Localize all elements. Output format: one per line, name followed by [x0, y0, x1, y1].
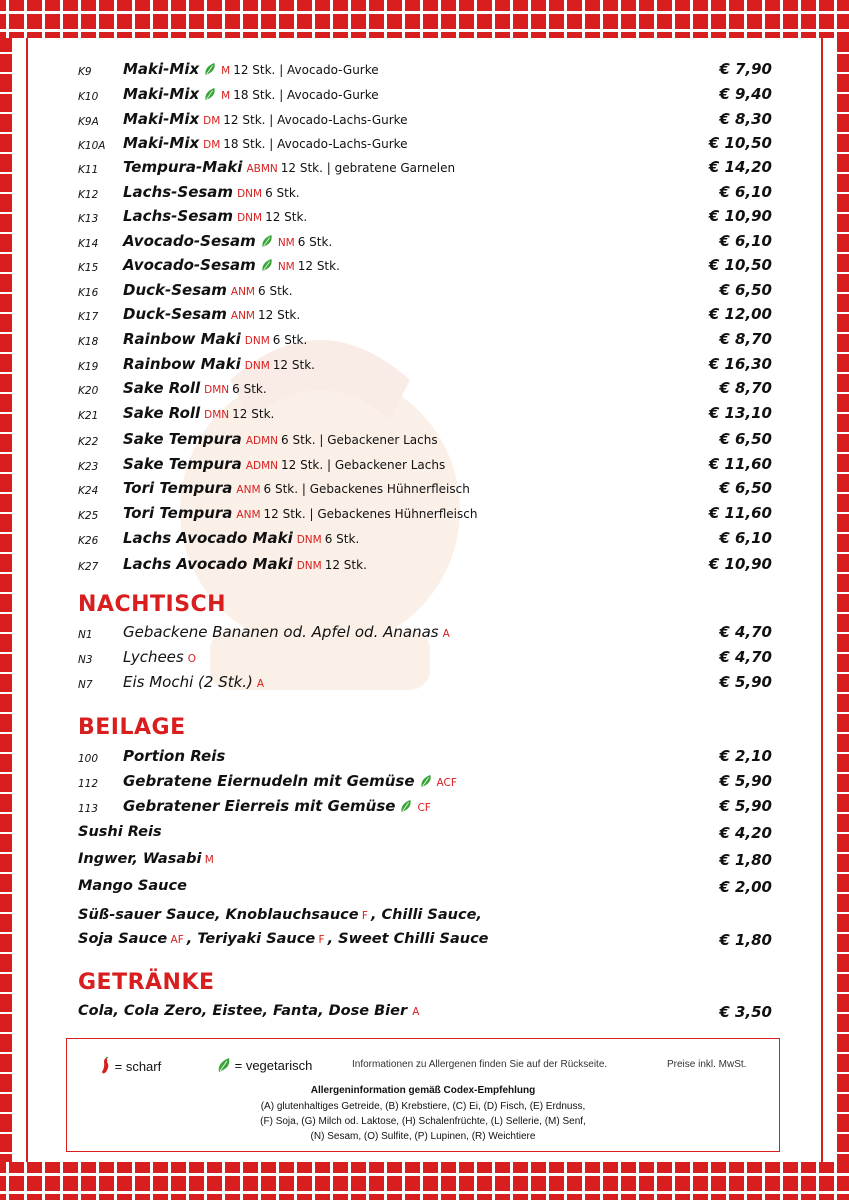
item-code: K12 [78, 189, 99, 201]
sauces-row-2 [0, 931, 849, 955]
allergen-line-1: (A) glutenhaltiges Getreide, (B) Krebstiere, (C) Ei, (D) Fisch, (E) Erdnuss, [260, 1101, 586, 1112]
menu-item-row [0, 183, 849, 207]
item-price: € 13,10 [708, 404, 772, 422]
item-title: Tempura-Maki [123, 158, 243, 176]
item-name [123, 555, 367, 573]
item-price: € 6,50 [719, 479, 772, 497]
item-name [123, 673, 267, 691]
menu-item-row [0, 207, 849, 231]
item-code: N3 [78, 654, 93, 666]
menu-item-row [0, 555, 849, 579]
item-description: 12 Stk. | Gebackener Lachs [281, 458, 446, 472]
item-allergens: M [221, 90, 231, 102]
item-description: 12 Stk. [272, 358, 315, 372]
item-name [123, 355, 315, 373]
item-code: K24 [78, 485, 99, 497]
item-name [78, 851, 217, 867]
item-price: € 10,50 [708, 134, 772, 152]
item-description: 6 Stk. | Gebackenes Hühnerfleisch [263, 482, 470, 496]
item-price: € 5,90 [719, 772, 772, 790]
item-name [123, 232, 332, 250]
item-allergens: M [201, 854, 214, 866]
item-code: K9 [78, 66, 92, 78]
menu-item-row [0, 404, 849, 428]
item-price: € 6,10 [719, 183, 772, 201]
allergen-line-3: (N) Sesam, (O) Sulfite, (P) Lupinen, (R) Weichtiere [310, 1131, 536, 1142]
item-allergens: DNM [237, 212, 263, 224]
menu-item-row [0, 479, 849, 503]
item-price: € 8,70 [719, 330, 772, 348]
item-code: K22 [78, 436, 99, 448]
item-title: Sake Tempura [123, 430, 242, 448]
sauces-price: € 1,80 [719, 931, 772, 949]
item-price: € 6,50 [719, 430, 772, 448]
item-title: Lachs Avocado Maki [123, 555, 293, 573]
item-title: Eis Mochi (2 Stk.) [123, 673, 253, 691]
item-title: Rainbow Maki [123, 330, 241, 348]
item-allergens: DNM [244, 360, 270, 372]
section-title-beilage: BEILAGE [78, 715, 186, 740]
item-allergens: ANM [236, 509, 261, 521]
item-price: € 8,70 [719, 379, 772, 397]
item-description: 12 Stk. | Avocado-Gurke [233, 63, 379, 77]
item-description: 6 Stk. [232, 382, 267, 396]
extra-item-row [0, 851, 849, 875]
item-name [123, 504, 477, 522]
leaf-icon [419, 774, 433, 788]
item-name [123, 256, 340, 274]
item-name [123, 305, 300, 323]
item-name [123, 772, 460, 790]
item-title: Gebratener Eierreis mit Gemüse [123, 797, 396, 815]
item-code: K17 [78, 311, 99, 323]
item-description: 18 Stk. | Avocado-Lachs-Gurke [223, 137, 408, 151]
getraenke-item-price: € 3,50 [719, 1003, 772, 1021]
item-price: € 10,90 [708, 555, 772, 573]
item-allergens: ADMN [245, 435, 278, 447]
item-name [123, 110, 408, 128]
item-code: K23 [78, 461, 99, 473]
item-title: Gebratene Eiernudeln mit Gemüse [123, 772, 415, 790]
item-code: K10A [78, 140, 106, 152]
item-name [123, 455, 445, 473]
sauces-line-1 [78, 907, 482, 923]
item-title: Lachs-Sesam [123, 207, 234, 225]
sauce-name: , Teriyaki Sauce [186, 931, 316, 947]
item-description: 12 Stk. [297, 259, 340, 273]
item-allergens: A [256, 678, 265, 690]
item-code: K27 [78, 561, 99, 573]
item-code: K14 [78, 238, 99, 250]
item-name [123, 60, 379, 78]
veg-legend [217, 1057, 312, 1073]
item-code: N1 [78, 629, 93, 641]
menu-item-row [0, 379, 849, 403]
item-price: € 4,70 [719, 623, 772, 641]
menu-item-row [0, 256, 849, 280]
item-allergens: DNM [244, 335, 270, 347]
item-code: K16 [78, 287, 99, 299]
item-description: 12 Stk. | gebratene Garnelen [280, 161, 456, 175]
item-title: Sake Roll [123, 404, 201, 422]
chili-icon [99, 1057, 111, 1075]
section-title-getraenke: GETRÄNKE [78, 970, 215, 995]
menu-item-row [0, 110, 849, 134]
item-description: 12 Stk. [232, 407, 275, 421]
item-allergens: CF [417, 802, 431, 814]
side-item-row [0, 797, 849, 821]
item-title: Rainbow Maki [123, 355, 241, 373]
decorative-border-bottom [0, 1162, 849, 1200]
item-name [78, 824, 162, 840]
item-name [123, 648, 199, 666]
item-description: 12 Stk. [258, 308, 301, 322]
item-allergens: ANM [230, 310, 255, 322]
item-description: 6 Stk. [297, 235, 333, 249]
menu-item-row [0, 430, 849, 454]
item-code: K19 [78, 361, 99, 373]
item-price: € 4,70 [719, 648, 772, 666]
spicy-legend-label: = scharf [114, 1059, 162, 1074]
item-price: € 4,20 [719, 824, 772, 842]
item-code: K9A [78, 116, 99, 128]
item-code: K25 [78, 510, 99, 522]
item-allergens: DMN [204, 384, 230, 396]
item-title: Sake Tempura [123, 455, 242, 473]
item-code: K15 [78, 262, 99, 274]
leaf-icon [260, 258, 274, 272]
item-title: Lachs Avocado Maki [123, 529, 293, 547]
item-allergens: DNM [296, 534, 322, 546]
item-title: Avocado-Sesam [123, 256, 256, 274]
item-price: € 16,30 [708, 355, 772, 373]
item-description: 12 Stk. [265, 210, 308, 224]
item-title: Maki-Mix [123, 110, 200, 128]
leaf-icon [203, 62, 217, 76]
menu-item-row [0, 455, 849, 479]
item-price: € 11,60 [708, 455, 772, 473]
item-code: K26 [78, 535, 99, 547]
item-name [123, 430, 438, 448]
menu-item-row [0, 281, 849, 305]
item-name [123, 797, 434, 815]
section-title-nachtisch: NACHTISCH [78, 592, 227, 617]
sauce-allergens: F [358, 910, 368, 922]
item-title: Duck-Sesam [123, 305, 227, 323]
item-allergens: NM [277, 261, 295, 273]
leaf-icon [399, 799, 413, 813]
sauce-name: Soja Sauce [78, 931, 168, 947]
allergen-line-2: (F) Soja, (G) Milch od. Laktose, (H) Schalenfrüchte, (L) Sellerie, (M) Senf, [260, 1116, 586, 1127]
side-item-row [0, 747, 849, 771]
item-title: Portion Reis [123, 747, 226, 765]
item-allergens: DNM [296, 560, 322, 572]
menu-item-row [0, 60, 849, 84]
item-description: 12 Stk. | Gebackenes Hühnerfleisch [263, 507, 478, 521]
sauces-row-1 [0, 907, 849, 931]
item-description: 12 Stk. | Avocado-Lachs-Gurke [223, 113, 408, 127]
sauce-name: , Chilli Sauce, [370, 907, 482, 923]
item-code: K11 [78, 164, 99, 176]
item-allergens: ACF [436, 777, 457, 789]
item-price: € 2,10 [719, 747, 772, 765]
item-title: Mango Sauce [78, 878, 187, 894]
item-title: Tori Tempura [123, 479, 233, 497]
item-code: 112 [78, 778, 99, 790]
getraenke-item-name [78, 1003, 422, 1019]
item-allergens: DMN [204, 409, 230, 421]
allergen-title: Allergeninformation gemäß Codex-Empfehlung [310, 1085, 536, 1096]
item-description: 18 Stk. | Avocado-Gurke [233, 88, 379, 102]
item-title: Lychees [123, 648, 184, 666]
item-price: € 9,40 [719, 85, 772, 103]
menu-item-row [0, 85, 849, 109]
item-name [123, 158, 455, 176]
item-title: Maki-Mix [123, 85, 200, 103]
sauce-name: Süß-sauer Sauce, Knoblauchsauce [78, 907, 359, 923]
veg-legend-label: = vegetarisch [234, 1058, 313, 1073]
item-title: Maki-Mix [123, 134, 200, 152]
menu-item-row [0, 330, 849, 354]
item-code: K21 [78, 410, 99, 422]
tax-note: Preise inkl. MwSt. [667, 1059, 747, 1070]
item-name [123, 479, 470, 497]
side-item-row [0, 772, 849, 796]
menu-item-row [0, 529, 849, 553]
item-description: 6 Stk. [324, 532, 360, 546]
item-name [123, 85, 379, 103]
dessert-item-row [0, 623, 849, 647]
item-title: Gebackene Bananen od. Apfel od. Ananas [123, 623, 439, 641]
item-price: € 10,50 [708, 256, 772, 274]
item-price: € 5,90 [719, 673, 772, 691]
item-code: K18 [78, 336, 99, 348]
item-price: € 6,50 [719, 281, 772, 299]
item-title: Sushi Reis [78, 824, 162, 840]
item-code: 100 [78, 753, 99, 765]
item-price: € 6,10 [719, 529, 772, 547]
sauces-line-2 [78, 931, 489, 947]
item-allergens: ABMN [246, 163, 278, 175]
menu-item-row [0, 504, 849, 528]
item-allergens: O [187, 653, 196, 665]
getraenke-row [0, 1003, 849, 1027]
leaf-icon [260, 234, 274, 248]
sauce-allergens: F [315, 934, 325, 946]
item-price: € 7,90 [719, 60, 772, 78]
item-name [78, 878, 187, 894]
menu-item-row [0, 305, 849, 329]
extra-item-row [0, 878, 849, 902]
getraenke-item-text: Cola, Cola Zero, Eistee, Fanta, Dose Bier [78, 1003, 408, 1019]
item-name [123, 404, 274, 422]
item-name [123, 134, 408, 152]
item-name [123, 330, 307, 348]
item-title: Avocado-Sesam [123, 232, 256, 250]
item-title: Lachs-Sesam [123, 183, 234, 201]
item-description: 6 Stk. [258, 284, 293, 298]
item-code: K20 [78, 385, 99, 397]
item-price: € 1,80 [719, 851, 772, 869]
sauce-name: , Sweet Chilli Sauce [327, 931, 489, 947]
item-allergens: A [442, 628, 450, 640]
extra-item-row [0, 824, 849, 848]
item-allergens: ADMN [245, 460, 278, 472]
allergen-info-box [66, 1038, 780, 1152]
item-name [123, 207, 307, 225]
item-price: € 10,90 [708, 207, 772, 225]
item-name [123, 529, 359, 547]
sauce-allergens: AF [167, 934, 184, 946]
item-price: € 8,30 [719, 110, 772, 128]
item-price: € 6,10 [719, 232, 772, 250]
item-allergens: ANM [236, 484, 261, 496]
item-description: 6 Stk. | Gebackener Lachs [281, 433, 438, 447]
item-name [123, 747, 229, 765]
item-name [123, 281, 293, 299]
menu-item-row [0, 232, 849, 256]
item-allergens: M [221, 65, 231, 77]
item-title: Ingwer, Wasabi [78, 851, 202, 867]
leaf-icon [217, 1057, 231, 1073]
dessert-item-row [0, 648, 849, 672]
item-description: 6 Stk. [272, 333, 308, 347]
item-code: K10 [78, 91, 99, 103]
item-name [123, 183, 300, 201]
dessert-item-row [0, 673, 849, 697]
getraenke-item-allergens: A [412, 1006, 420, 1018]
item-description: 12 Stk. [324, 558, 367, 572]
decorative-border-top [0, 0, 849, 38]
item-allergens: NM [277, 237, 295, 249]
menu-item-row [0, 355, 849, 379]
item-price: € 11,60 [708, 504, 772, 522]
item-name [123, 379, 267, 397]
item-price: € 5,90 [719, 797, 772, 815]
item-name [123, 623, 453, 641]
item-title: Tori Tempura [123, 504, 233, 522]
menu-item-row [0, 158, 849, 182]
item-price: € 14,20 [708, 158, 772, 176]
item-title: Duck-Sesam [123, 281, 227, 299]
item-code: K13 [78, 213, 99, 225]
item-allergens: DNM [237, 188, 263, 200]
item-description: 6 Stk. [265, 186, 300, 200]
item-code: 113 [78, 803, 99, 815]
leaf-icon [203, 87, 217, 101]
item-title: Sake Roll [123, 379, 201, 397]
item-title: Maki-Mix [123, 60, 200, 78]
menu-item-row [0, 134, 849, 158]
item-allergens: DM [203, 115, 221, 127]
spicy-legend [99, 1057, 161, 1075]
item-price: € 2,00 [719, 878, 772, 896]
allergen-note: Informationen zu Allergenen finden Sie auf der Rückseite. [352, 1059, 608, 1070]
item-price: € 12,00 [708, 305, 772, 323]
item-code: N7 [78, 679, 93, 691]
item-allergens: ANM [230, 286, 255, 298]
item-allergens: DM [203, 139, 221, 151]
